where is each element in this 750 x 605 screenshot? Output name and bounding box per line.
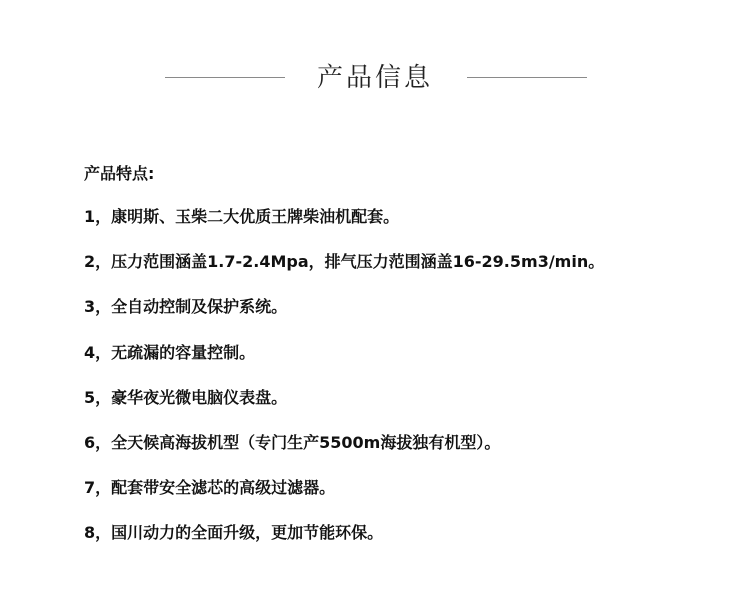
feature-item: 7，配套带安全滤芯的高级过滤器。: [84, 478, 336, 498]
feature-item: 6，全天候高海拔机型（专门生产5500m海拔独有机型）。: [84, 432, 501, 452]
feature-item: 4，无疏漏的容量控制。: [84, 342, 256, 362]
feature-item: 5，豪华夜光微电脑仪表盘。: [84, 387, 288, 407]
header-divider-right: [467, 77, 587, 78]
features-heading: 产品特点:: [84, 164, 155, 183]
section-header: [0, 58, 750, 98]
product-features: [84, 162, 724, 567]
feature-item: 8，国川动力的全面升级，更加节能环保。: [84, 523, 384, 543]
feature-list: [84, 205, 724, 545]
feature-item: 3，全自动控制及保护系统。: [84, 297, 288, 317]
page-title: 产品信息: [316, 63, 433, 93]
feature-item: 2，压力范围涵盖1.7-2.4Mpa，排气压力范围涵盖16-29.5m3/min。: [84, 252, 605, 272]
feature-item: 1，康明斯、玉柴二大优质王牌柴油机配套。: [84, 207, 400, 226]
